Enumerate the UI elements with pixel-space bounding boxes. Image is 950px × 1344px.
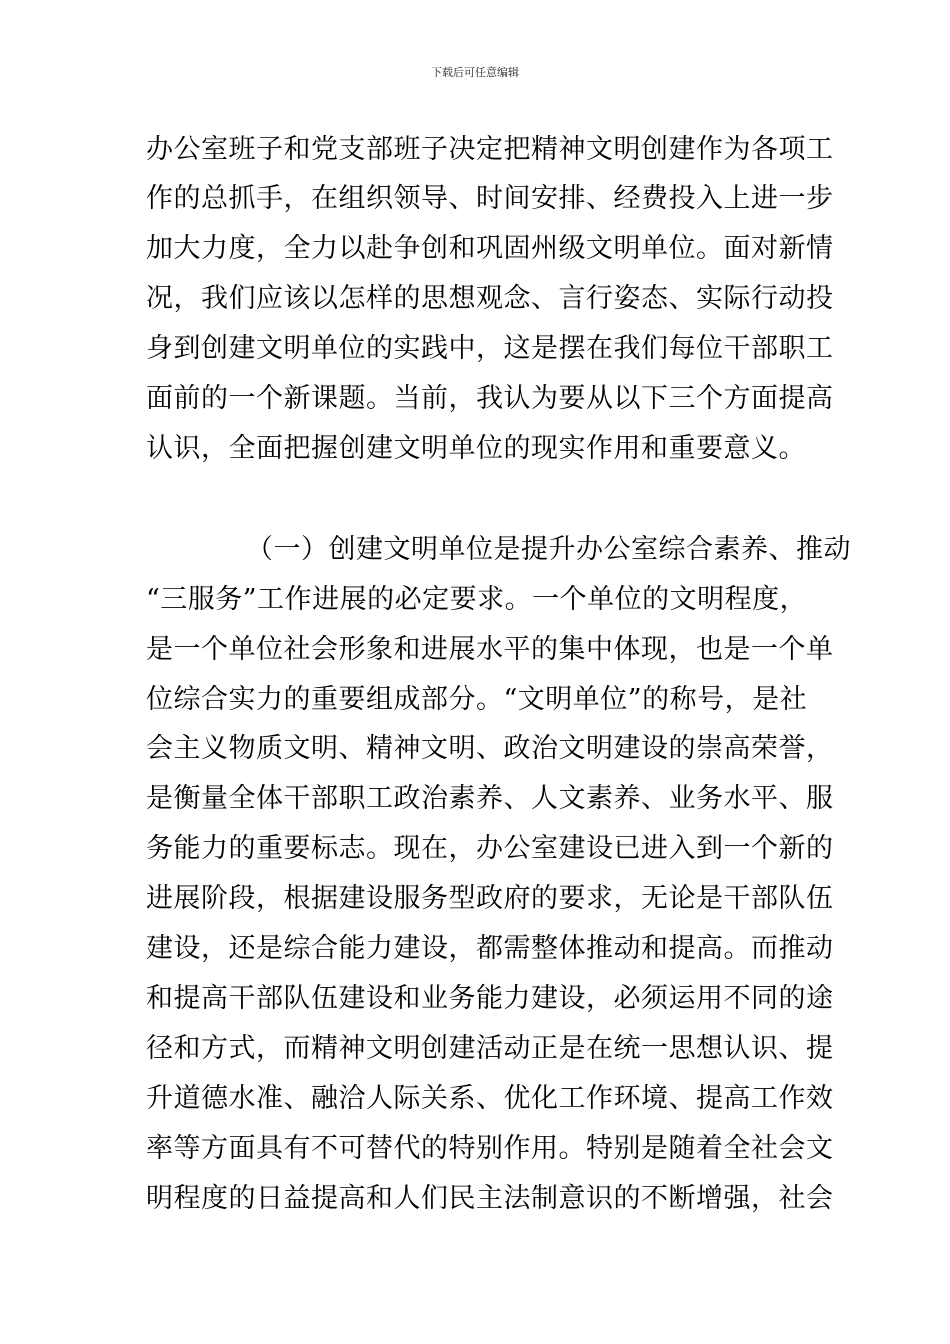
text-line: 务能力的重要标志。现在，办公室建设已进入到一个新的 xyxy=(146,833,834,864)
text-line: 身到创建文明单位的实践中，这是摆在我们每位干部职工 xyxy=(146,333,834,364)
section-heading-line: （一）创建文明单位是提升办公室综合素养、推动 xyxy=(246,534,851,565)
text-line: 建设，还是综合能力建设，都需整体推动和提高。而推动 xyxy=(146,933,834,964)
text-line: 认识，全面把握创建文明单位的现实作用和重要意义。 xyxy=(146,433,806,464)
text-line: 位综合实力的重要组成部分。“文明单位”的称号，是社 xyxy=(146,684,808,715)
page-header: 下载后可任意编辑 xyxy=(431,66,519,79)
text-line: 是衡量全体干部职工政治素养、人文素养、业务水平、服 xyxy=(146,783,834,814)
text-line: 会主义物质文明、精神文明、政治文明建设的崇高荣誉， xyxy=(146,733,834,764)
text-line: 率等方面具有不可替代的特别作用。特别是随着全社会文 xyxy=(146,1133,834,1164)
text-line: 面前的一个新课题。当前，我认为要从以下三个方面提高 xyxy=(146,383,834,414)
text-line: 况，我们应该以怎样的思想观念、言行姿态、实际行动投 xyxy=(146,283,834,314)
text-line: 作的总抓手，在组织领导、时间安排、经费投入上进一步 xyxy=(146,183,834,214)
text-line: 和提高干部队伍建设和业务能力建设，必须运用不同的途 xyxy=(146,983,834,1014)
text-line: 径和方式，而精神文明创建活动正是在统一思想认识、提 xyxy=(146,1033,834,1064)
text-line: 明程度的日益提高和人们民主法制意识的不断增强，社会 xyxy=(146,1183,834,1214)
text-line: 加大力度，全力以赴争创和巩固州级文明单位。面对新情 xyxy=(146,233,834,264)
text-line: 办公室班子和党支部班子决定把精神文明创建作为各项工 xyxy=(146,134,834,165)
text-line: 进展阶段，根据建设服务型政府的要求，无论是干部队伍 xyxy=(146,883,834,914)
text-line: “三服务”工作进展的必定要求。一个单位的文明程度， xyxy=(146,584,808,615)
text-line: 升道德水准、融洽人际关系、优化工作环境、提高工作效 xyxy=(146,1083,834,1114)
text-line: 是一个单位社会形象和进展水平的集中体现，也是一个单 xyxy=(146,634,834,665)
